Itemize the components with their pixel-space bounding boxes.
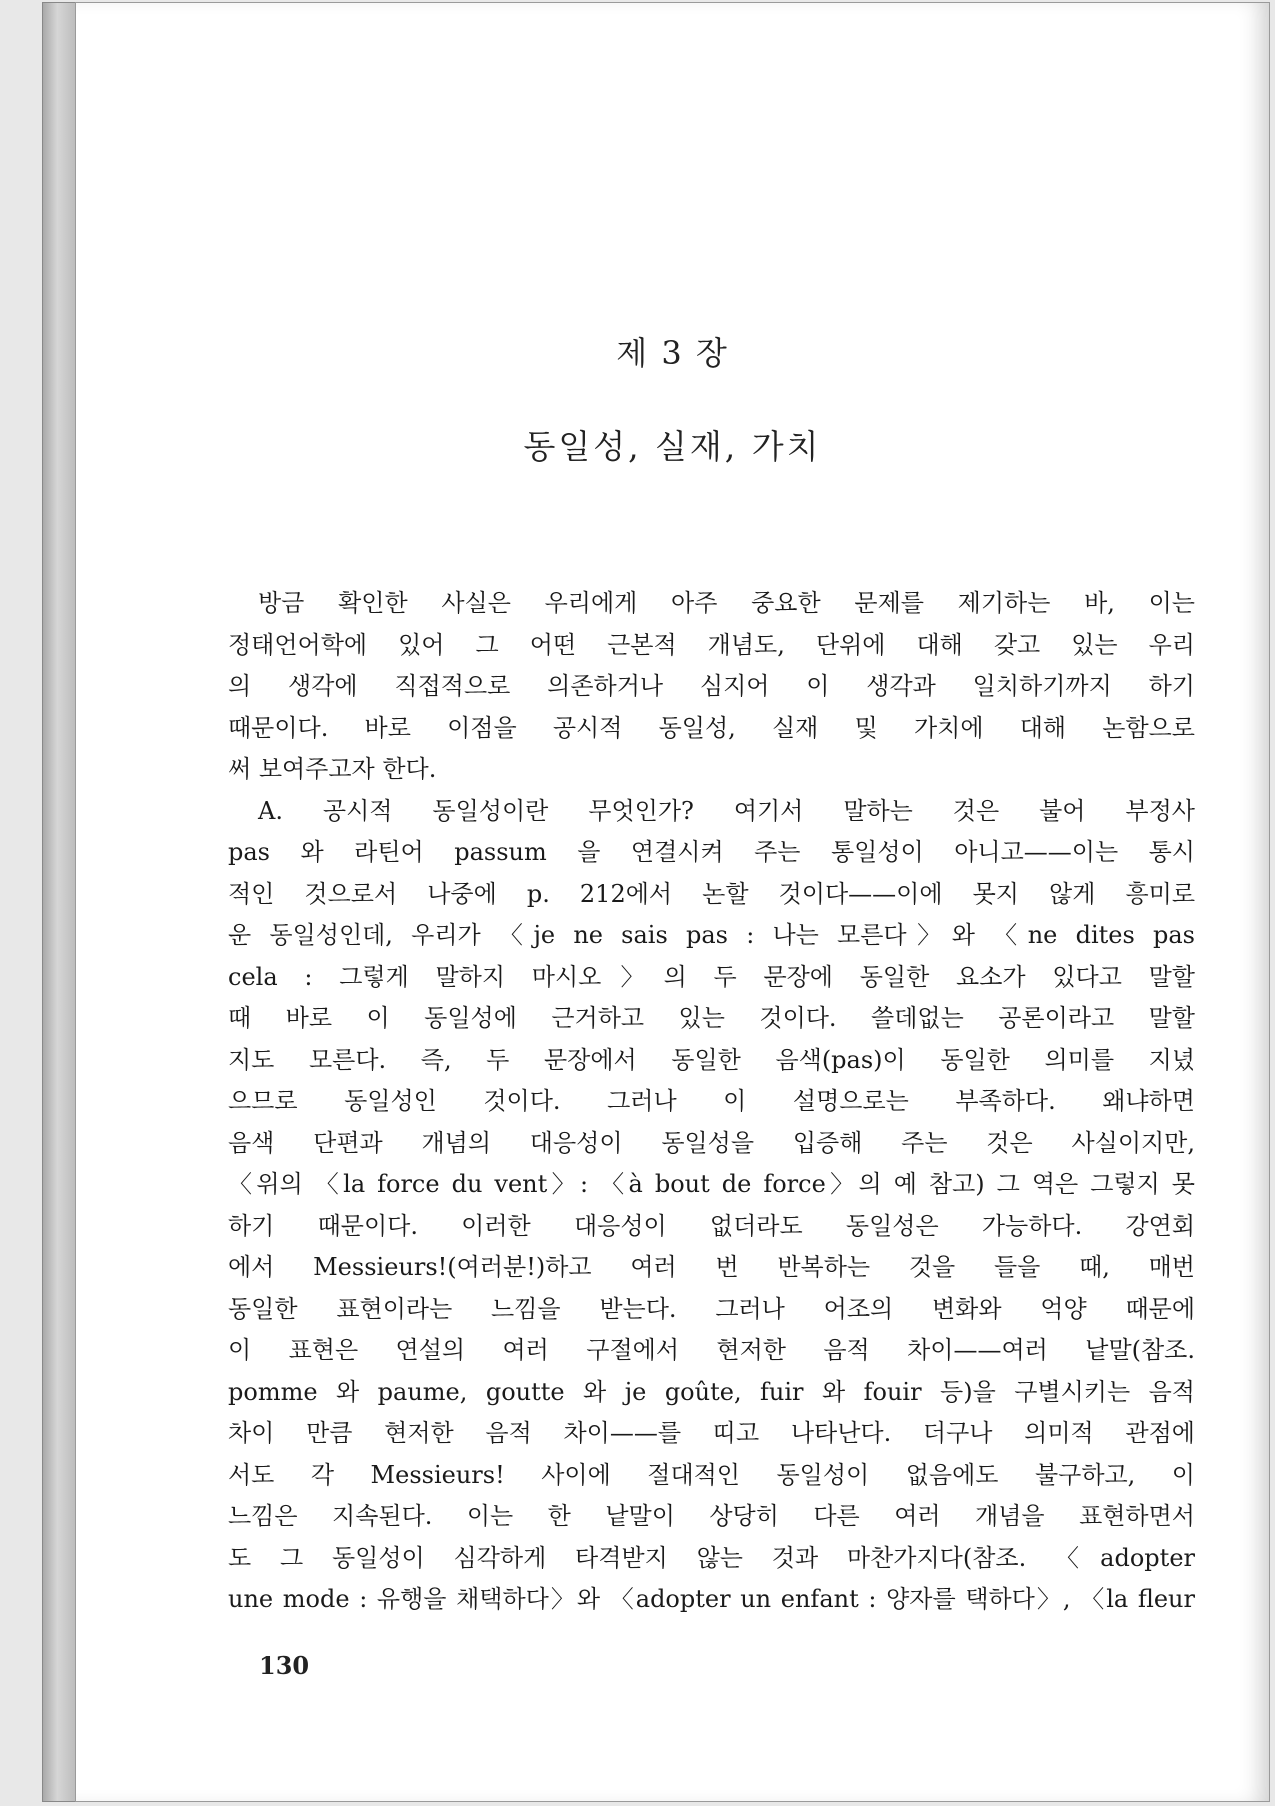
chapter-number: 제 3 장 [616, 334, 729, 372]
text-line: 〈위의 〈la force du vent〉: 〈à bout de force〉의 예 참고) 그 역은 그렇지 못 [228, 1170, 1195, 1198]
book-page [75, 2, 1270, 1802]
text-line: une mode : 유행을 채택하다〉와 〈adopter un enfant : 양자를 택하다〉, 〈la fleur [228, 1585, 1195, 1613]
text-line: 도 그 동일성이 심각하게 타격받지 않는 것과 마찬가지다(참조. 〈adopter [228, 1543, 1195, 1572]
text-line: pas 와 라틴어 passum 을 연결시켜 주는 통일성이 아니고——이는 통시 [228, 838, 1195, 866]
text-line: 동일한 표현이라는 느낌을 받는다. 그러나 어조의 변화와 억양 때문에 [228, 1294, 1195, 1323]
text-line: 써 보여주고자 한다. [228, 755, 437, 783]
book-spine [42, 2, 76, 1802]
chapter-title: 동일성, 실재, 가치 [523, 427, 822, 466]
text-line: 이 표현은 연설의 여러 구절에서 현저한 음적 차이——여러 낱말(참조. [228, 1336, 1195, 1364]
text-line: 적인 것으로서 나중에 p. 212에서 논할 것이다——이에 못지 않게 흥미로 [228, 879, 1195, 908]
text-line: cela : 그렇게 말하지 마시오〉의 두 문장에 동일한 요소가 있다고 말할 [228, 962, 1195, 991]
body-text [228, 583, 1195, 1621]
text-line: 방금 확인한 사실은 우리에게 아주 중요한 문제를 제기하는 바, 이는 [258, 589, 1195, 617]
text-line: 때문이다. 바로 이점을 공시적 동일성, 실재 및 가치에 대해 논함으로 [228, 713, 1195, 742]
text-line: pomme 와 paume, goutte 와 je goûte, fuir 와 fouir 등)을 구별시키는 음적 [228, 1377, 1195, 1406]
text-line: 서도 각 Messieurs! 사이에 절대적인 동일성이 없음에도 불구하고, 이 [228, 1460, 1195, 1489]
text-line: 운 동일성인데, 우리가 〈je ne sais pas : 나는 모른다〉와 〈ne dites pas [228, 921, 1195, 949]
text-line: 음색 단편과 개념의 대응성이 동일성을 입증해 주는 것은 사실이지만, [228, 1128, 1195, 1157]
text-line: 하기 때문이다. 이러한 대응성이 없더라도 동일성은 가능하다. 강연회 [228, 1211, 1195, 1240]
page-number: 130 [259, 1651, 310, 1680]
text-line: A. 공시적 동일성이란 무엇인가? 여기서 말하는 것은 불어 부정사 [258, 796, 1195, 825]
text-line: 지도 모른다. 즉, 두 문장에서 동일한 음색(pas)이 동일한 의미를 지녔 [228, 1045, 1195, 1074]
text-line: 차이 만큼 현저한 음적 차이——를 띠고 나타난다. 더구나 의미적 관점에 [228, 1419, 1195, 1447]
text-line: 때 바로 이 동일성에 근거하고 있는 것이다. 쓸데없는 공론이라고 말할 [228, 1004, 1195, 1032]
text-line: 으므로 동일성인 것이다. 그러나 이 설명으로는 부족하다. 왜냐하면 [228, 1087, 1195, 1115]
text-line: 정태언어학에 있어 그 어떤 근본적 개념도, 단위에 대해 갖고 있는 우리 [228, 630, 1195, 659]
text-line: 에서 Messieurs!(여러분!)하고 여러 번 반복하는 것을 들을 때, 매번 [228, 1253, 1195, 1281]
text-line: 느낌은 지속된다. 이는 한 낱말이 상당히 다른 여러 개념을 표현하면서 [228, 1502, 1195, 1530]
text-line: 의 생각에 직접적으로 의존하거나 심지어 이 생각과 일치하기까지 하기 [228, 672, 1195, 700]
